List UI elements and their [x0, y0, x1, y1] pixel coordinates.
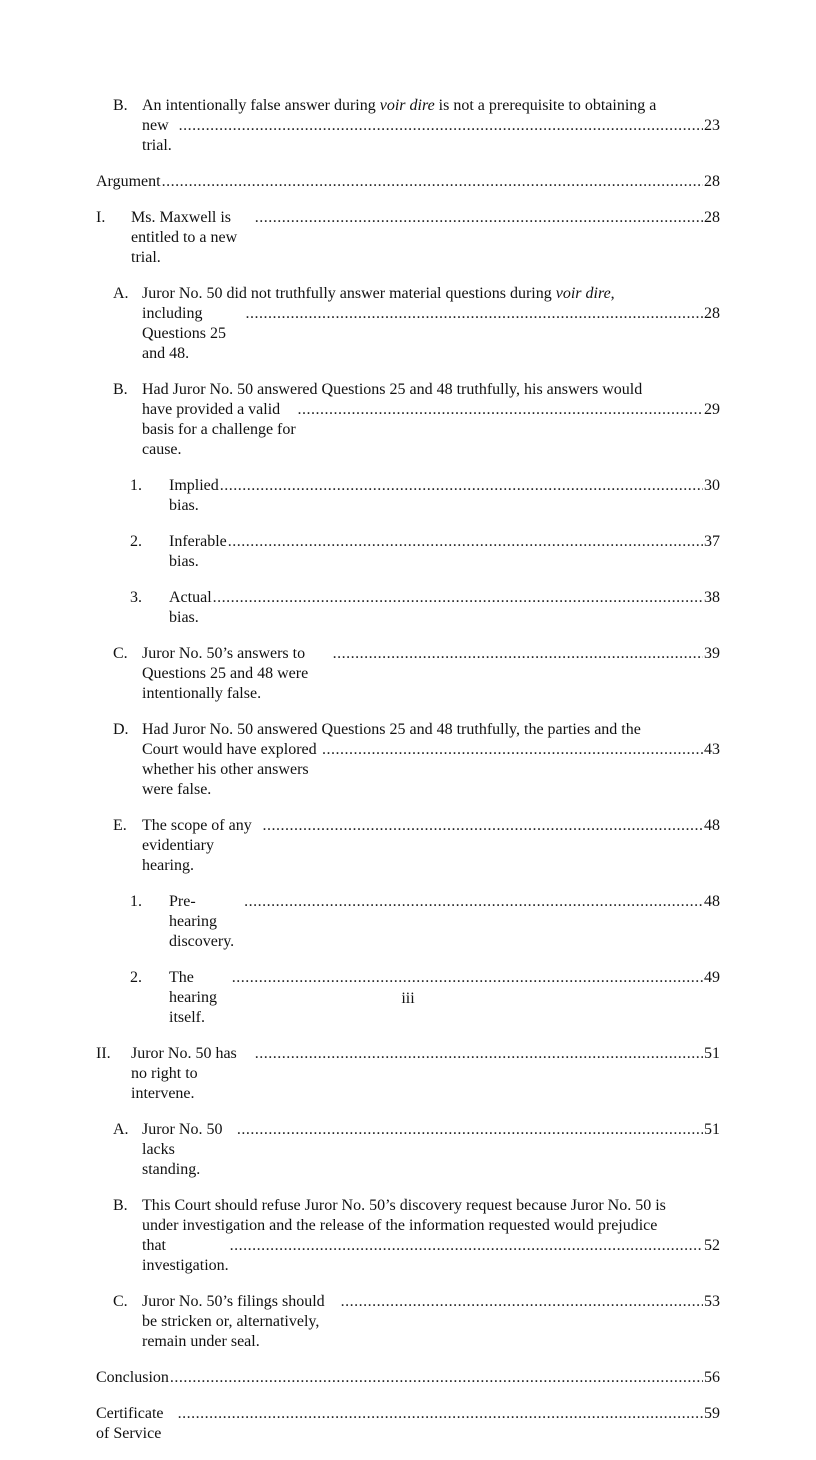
- toc-entry-title: Inferable bias.: [169, 533, 227, 570]
- toc-entry-title: Conclusion: [96, 1369, 169, 1386]
- dot-leader: [162, 172, 703, 192]
- toc-entry-title: Pre-hearing discovery.: [169, 893, 235, 950]
- toc-page-number: 53: [704, 1293, 720, 1310]
- dot-leader: [244, 892, 703, 912]
- text-fragment: An intentionally false answer during: [142, 97, 380, 114]
- toc-entry-marker: II.: [96, 1045, 111, 1062]
- toc-entry-title: Argument: [96, 173, 161, 190]
- toc-entry[interactable]: [96, 208, 720, 268]
- toc-entry[interactable]: [96, 96, 720, 156]
- toc-entry-title: Juror No. 50 lacks standing.: [142, 1121, 223, 1178]
- toc-page-number: 51: [704, 1121, 720, 1138]
- toc-page-number: 28: [704, 173, 720, 190]
- text-fragment: is not a prerequisite to obtaining a: [434, 97, 657, 114]
- toc-entry-title: Certificate of Service: [96, 1405, 164, 1442]
- toc-entry[interactable]: [96, 172, 720, 192]
- toc-entry-title: including Questions 25 and 48.: [142, 305, 226, 362]
- toc-page-number: 28: [704, 305, 720, 322]
- toc-entry[interactable]: [96, 532, 720, 572]
- toc-entry-line: [142, 96, 720, 116]
- toc-entry[interactable]: [96, 816, 720, 876]
- toc-entry[interactable]: [96, 1292, 720, 1352]
- toc-page-number: 43: [704, 741, 720, 758]
- dot-leader: [255, 208, 703, 228]
- toc-entry-marker: 3.: [130, 589, 142, 606]
- text-fragment: ,: [610, 285, 615, 302]
- dot-leader: [213, 588, 703, 608]
- toc-page-number: 37: [704, 533, 720, 550]
- toc-entry-line: [142, 284, 720, 304]
- toc-entry-marker: B.: [113, 1197, 128, 1214]
- toc-page-number: 29: [704, 401, 720, 418]
- toc-entry[interactable]: [96, 1120, 720, 1180]
- toc-entry[interactable]: [96, 588, 720, 628]
- toc-entry-line: Had Juror No. 50 answered Questions 25 and 48 truthfully, the parties and the: [142, 721, 641, 738]
- dot-leader: [245, 304, 703, 324]
- text-fragment: Juror No. 50 did not truthfully answer material questions during: [142, 285, 556, 302]
- toc-entry[interactable]: [96, 1044, 720, 1104]
- toc-page-number: 28: [704, 209, 720, 226]
- toc-entry-title: Juror No. 50’s answers to Questions 25 and 48 were intentionally false.: [142, 645, 309, 702]
- toc-page-number: 30: [704, 477, 720, 494]
- italic-term: voir dire: [555, 285, 611, 302]
- dot-leader: [333, 644, 703, 664]
- toc-entry[interactable]: [96, 284, 720, 364]
- dot-leader: [322, 740, 703, 760]
- toc-entry-title: The scope of any evidentiary hearing.: [142, 817, 252, 874]
- toc-entry-title: Implied bias.: [169, 477, 219, 514]
- dot-leader: [228, 532, 703, 552]
- toc-page-number: 48: [704, 817, 720, 834]
- toc-entry-title: Juror No. 50 has no right to intervene.: [131, 1045, 237, 1102]
- toc-entry[interactable]: [96, 644, 720, 704]
- toc-entry[interactable]: [96, 892, 720, 952]
- toc-entry-marker: A.: [113, 285, 129, 302]
- toc-entry-marker: I.: [96, 209, 106, 226]
- toc-entry-title: new trial.: [142, 117, 172, 154]
- toc-entry-marker: 2.: [130, 533, 142, 550]
- toc-entry-line: under investigation and the release of the information requested would prejudice: [142, 1217, 658, 1234]
- toc-entry-title: Ms. Maxwell is entitled to a new trial.: [131, 209, 238, 266]
- toc-page-number: 51: [704, 1045, 720, 1062]
- dot-leader: [170, 1368, 703, 1388]
- toc-entry-marker: B.: [113, 381, 128, 398]
- toc-entry-marker: C.: [113, 645, 128, 662]
- dot-leader: [297, 400, 703, 420]
- toc-page-number: 59: [704, 1405, 720, 1422]
- toc-entry-marker: 2.: [130, 969, 142, 986]
- page-number: iii: [401, 990, 415, 1007]
- toc-page-number: 52: [704, 1237, 720, 1254]
- dot-leader: [220, 476, 703, 496]
- toc-entry-line: Had Juror No. 50 answered Questions 25 and 48 truthfully, his answers would: [142, 381, 643, 398]
- toc-entry-line: This Court should refuse Juror No. 50’s discovery request because Juror No. 50 is: [142, 1197, 666, 1214]
- dot-leader: [230, 1236, 703, 1256]
- toc-page-number: 38: [704, 589, 720, 606]
- dot-leader: [341, 1292, 703, 1312]
- toc-entry-title: that investigation.: [142, 1237, 229, 1274]
- toc-entry-marker: A.: [113, 1121, 129, 1138]
- dot-leader: [262, 816, 703, 836]
- toc-entry-marker: E.: [113, 817, 127, 834]
- toc-entry-marker: 1.: [130, 893, 142, 910]
- toc-entry[interactable]: [96, 1196, 720, 1276]
- toc-page-number: 39: [704, 645, 720, 662]
- dot-leader: [179, 116, 703, 136]
- italic-term: voir dire: [379, 97, 435, 114]
- dot-leader: [255, 1044, 703, 1064]
- toc-entry-marker: B.: [113, 97, 128, 114]
- toc-page-number: 48: [704, 893, 720, 910]
- toc-entry-marker: C.: [113, 1293, 128, 1310]
- toc-entry-title: Juror No. 50’s filings should be stricken or, alternatively, remain under seal.: [142, 1293, 325, 1350]
- toc-page-number: 56: [704, 1369, 720, 1386]
- toc-entry[interactable]: [96, 476, 720, 516]
- table-of-contents: [96, 96, 720, 1460]
- toc-entry-marker: D.: [113, 721, 129, 738]
- toc-page-number: 49: [704, 969, 720, 986]
- toc-page-number: 23: [704, 117, 720, 134]
- toc-entry-marker: 1.: [130, 477, 142, 494]
- toc-entry[interactable]: [96, 1368, 720, 1388]
- dot-leader: [178, 1404, 703, 1424]
- toc-entry-title: have provided a valid basis for a challenge for cause.: [142, 401, 296, 458]
- dot-leader: [237, 1120, 703, 1140]
- toc-entry[interactable]: [96, 1404, 720, 1444]
- toc-entry-title: Actual bias.: [169, 589, 212, 626]
- toc-entry[interactable]: [96, 380, 720, 460]
- dot-leader: [232, 968, 703, 988]
- toc-entry-title: The hearing itself.: [169, 969, 217, 1026]
- toc-entry-title: Court would have explored whether his other answers were false.: [142, 741, 317, 798]
- toc-entry[interactable]: [96, 720, 720, 800]
